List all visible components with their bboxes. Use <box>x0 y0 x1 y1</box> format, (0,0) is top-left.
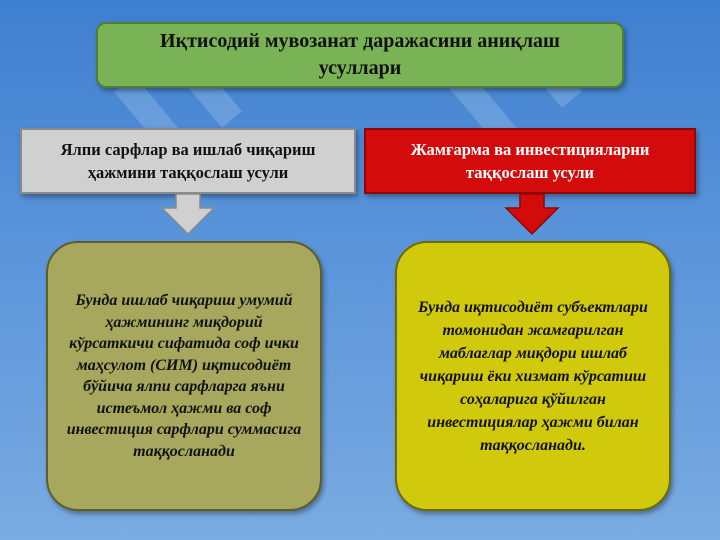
right-method-description-box <box>395 241 671 511</box>
diagram-title: Иқтисодий мувозанат даражасини аниқлаш усуллари <box>160 30 560 79</box>
right-method-description: Бунда иқтисодиёт субъектлари томонидан жамғарилган маблағлар миқдори ишлаб чиқариш ёки хизмат кўрсатиш соҳаларига қўйилган инвестициялар ҳажми билан таққосланади. <box>418 298 648 454</box>
left-method-heading-box <box>20 128 356 194</box>
left-method-heading: Ялпи сарфлар ва ишлаб чиқариш ҳажмини таққослаш усули <box>60 140 316 182</box>
left-down-arrow <box>160 194 216 236</box>
left-method-description: Бунда ишлаб чиқариш умумий ҳажмининг миқдорий кўрсаткичи сифатида соф ички маҳсулот (СИМ) иқтисодиёт бўйича ялпи сарфларга яъни истеъмол ҳажми ва соф инвестиция сарфлари суммасига таққосланади <box>66 292 302 460</box>
title-box <box>96 22 624 88</box>
right-method-heading-box <box>364 128 696 194</box>
right-method-heading: Жамғарма ва инвестицияларни таққослаш усули <box>410 140 650 182</box>
right-down-arrow <box>504 194 560 236</box>
left-method-description-box <box>46 241 322 511</box>
